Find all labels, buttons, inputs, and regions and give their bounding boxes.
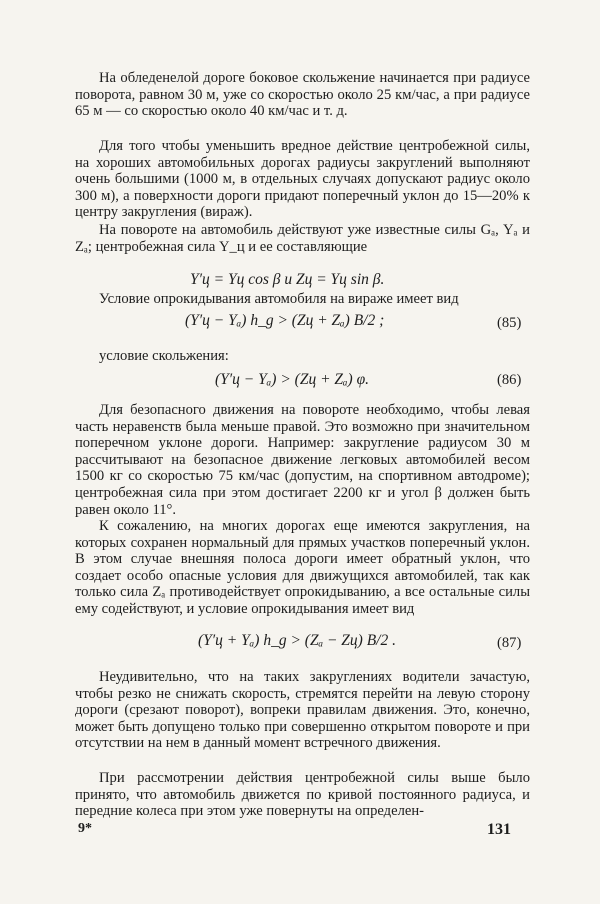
paragraph-icy-road bbox=[75, 70, 530, 120]
paragraph-forces bbox=[75, 222, 530, 255]
paragraph-drivers-cut bbox=[75, 669, 530, 752]
paragraph-curve-radius bbox=[75, 138, 530, 221]
page-number: 131 bbox=[487, 821, 511, 838]
paragraph-text: Неудивительно, что на таких закруглениях водители зачастую, чтобы резко не снижать скорость, стремятся перейти на левую сторону дороги (срезают поворот), вопреки правилам движения. Это, конечно, может быть допущено только при совершенно открытом повороте и при отсутствии на нем в данный момент встречного движения. bbox=[75, 669, 530, 752]
paragraph-safe-motion bbox=[75, 402, 530, 518]
equation-87: (Y′ц + Yₐ) h_g > (Zₐ − Zц) B/2 . bbox=[198, 632, 396, 649]
paragraph-overturn-condition bbox=[75, 291, 530, 308]
signature-mark: 9* bbox=[78, 821, 92, 836]
equation-components: Y′ц = Yц cos β и Zц = Yц sin β. bbox=[190, 271, 385, 288]
paragraph-slip-condition bbox=[75, 348, 530, 365]
equation-86: (Y′ц − Yₐ) > (Zц + Zₐ) φ. bbox=[215, 371, 370, 388]
equation-number-87: (87) bbox=[497, 635, 522, 651]
paragraph-text: При рассмотрении действия центробежной силы выше было принято, что автомобиль движется по кривой постоянного радиуса, и передние колеса при этом уже повернуты на определен- bbox=[75, 770, 530, 820]
paragraph-text: Для безопасного движения на повороте необходимо, чтобы левая часть неравенств была меньше правой. Это возможно при значительном поперечном уклоне дороги. Например: закругление радиусом 30 м рассчитывают на безопасное движение легковых автомобилей весом 1500 кг со скоростью 75 км/час (допустим, на спортивном автодроме); центробежная сила при этом достигает 2200 кг и угол β должен быть равен около 11°. bbox=[75, 402, 530, 518]
paragraph-constant-radius bbox=[75, 770, 530, 820]
paragraph-text: К сожалению, на многих дорогах еще имеются закругления, на которых сохранен нормальный для прямых участков поперечный уклон. В этом случае внешняя полоса дороги имеет обратный уклон, что создает особо опасные условия для движущихся автомобилей, так как только сила Zₐ противодействует опрокидыванию, а все остальные силы ему содействуют, и условие опрокидывания имеет вид bbox=[75, 518, 530, 617]
paragraph-text: Условие опрокидывания автомобиля на вираже имеет вид bbox=[99, 291, 459, 307]
paragraph-reverse-slope bbox=[75, 518, 530, 618]
paragraph-text: На повороте на автомобиль действуют уже известные силы Gₐ, Yₐ и Zₐ; центробежная сила Y_ц и ее составляющие bbox=[75, 222, 530, 255]
equation-number-85: (85) bbox=[497, 315, 522, 331]
equation-number-86: (86) bbox=[497, 372, 522, 388]
equation-85: (Y′ц − Yₐ) h_g > (Zц + Zₐ) B/2 ; bbox=[185, 312, 385, 329]
paragraph-text: Для того чтобы уменьшить вредное действие центробежной силы, на хороших автомобильных дорогах радиусы закруглений выполняют очень большими (1000 м, в отдельных случаях допускают радиус около 300 м), а поверхности дороги придают поперечный уклон до 15—20% к центру закругления (вираж). bbox=[75, 138, 530, 221]
paragraph-text: условие скольжения: bbox=[99, 348, 229, 364]
paragraph-text: На обледенелой дороге боковое скольжение начинается при радиусе поворота, равном 30 м, уже со скоростью около 25 км/час, а при радиусе 65 м — со скоростью около 40 км/час и т. д. bbox=[75, 70, 530, 120]
